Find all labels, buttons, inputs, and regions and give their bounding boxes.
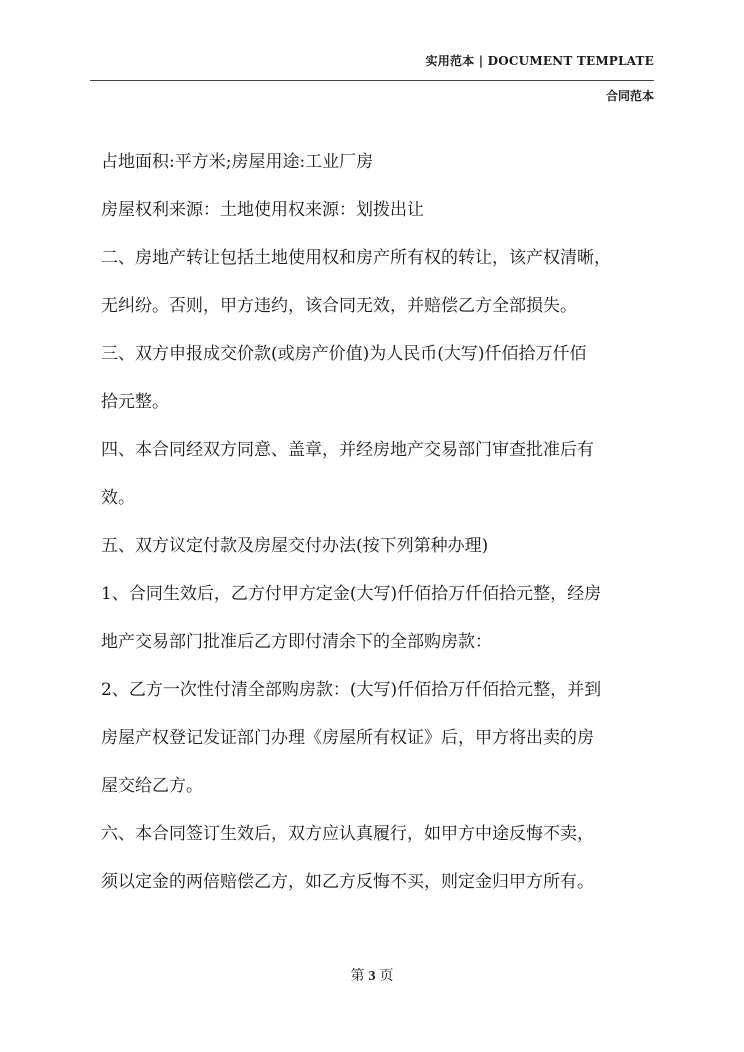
body-line-12: 2、乙方一次性付清全部购房款：(大写)仟佰拾万仟佰拾元整，并到 xyxy=(101,680,602,700)
header-divider xyxy=(90,80,654,81)
body-line-2: 房屋权利来源：土地使用权来源：划拨出让 xyxy=(101,200,424,220)
footer-prefix: 第 xyxy=(350,968,365,984)
header-title: 实用范本 | DOCUMENT TEMPLATE xyxy=(425,54,654,68)
header-subtitle: 合同范本 xyxy=(605,89,654,103)
body-line-9: 五、双方议定付款及房屋交付办法(按下列第种办理) xyxy=(101,536,489,556)
body-line-6: 拾元整。 xyxy=(101,392,169,412)
body-line-13: 房屋产权登记发证部门办理《房屋所有权证》后，甲方将出卖的房 xyxy=(101,728,594,748)
footer-suffix: 页 xyxy=(379,968,394,984)
body-line-1: 占地面积:平方米;房屋用途:工业厂房 xyxy=(101,152,374,172)
body-line-16: 须以定金的两倍赔偿乙方，如乙方反悔不买，则定金归甲方所有。 xyxy=(101,872,594,892)
body-line-14: 屋交给乙方。 xyxy=(101,776,203,796)
body-line-5: 三、双方申报成交价款(或房产价值)为人民币(大写)仟佰拾万仟佰 xyxy=(101,344,587,364)
body-line-11: 地产交易部门批准后乙方即付清余下的全部购房款： xyxy=(101,632,492,652)
page-footer xyxy=(0,965,744,985)
document-body xyxy=(101,138,661,906)
body-line-15: 六、本合同签订生效后，双方应认真履行，如甲方中途反悔不卖， xyxy=(101,824,594,844)
body-line-3: 二、房地产转让包括土地使用权和房产所有权的转让，该产权清晰， xyxy=(101,248,611,268)
body-line-8: 效。 xyxy=(101,488,135,508)
body-line-4: 无纠纷。否则，甲方违约，该合同无效，并赔偿乙方全部损失。 xyxy=(101,296,577,316)
body-line-7: 四、本合同经双方同意、盖章，并经房地产交易部门审查批准后有 xyxy=(101,440,594,460)
page-number: 3 xyxy=(368,969,376,984)
body-line-10: 1、合同生效后，乙方付甲方定金(大写)仟佰拾万仟佰拾元整，经房 xyxy=(101,584,602,604)
